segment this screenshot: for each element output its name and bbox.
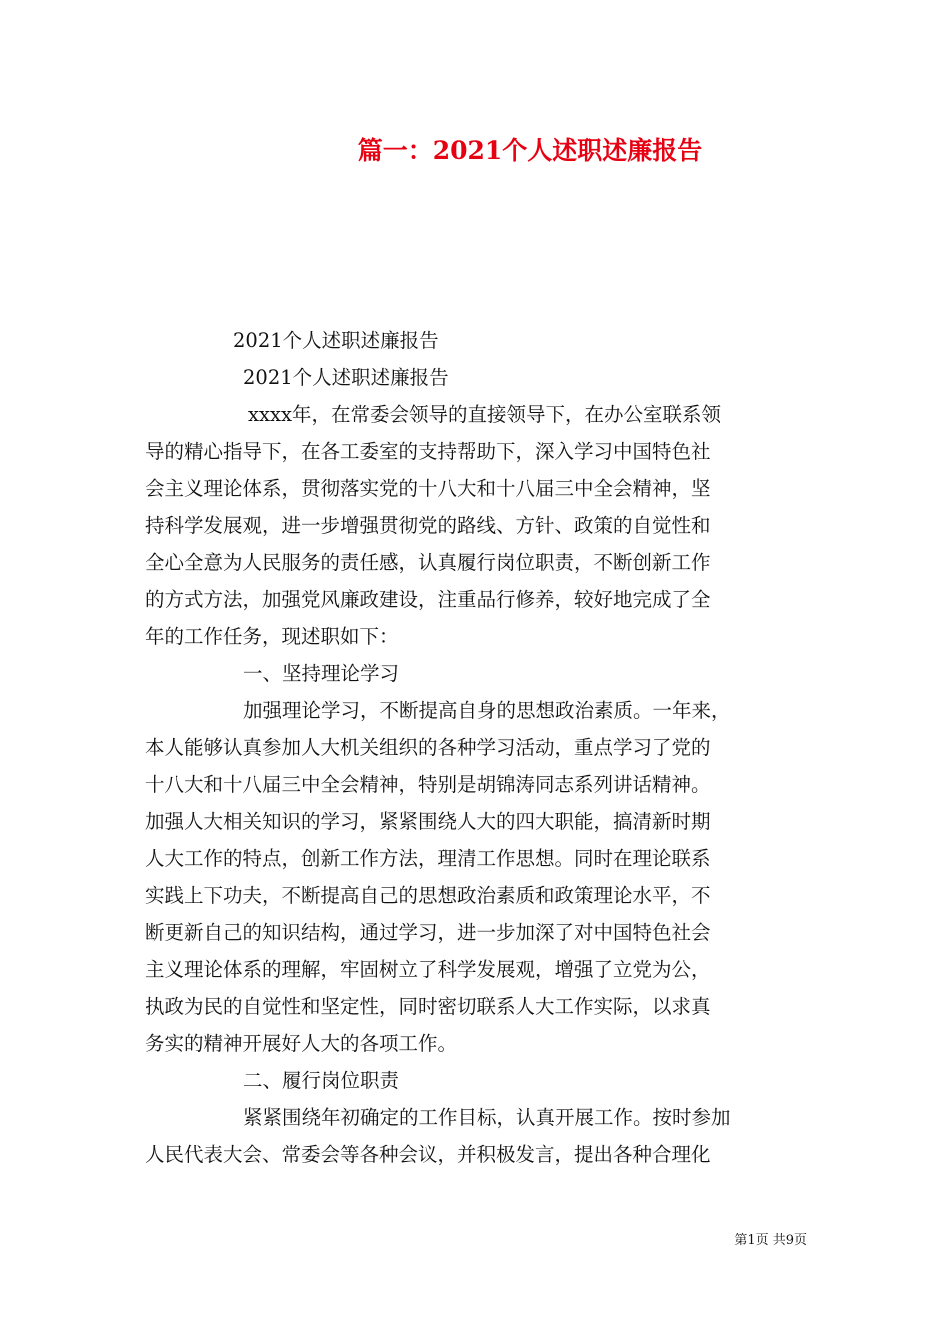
text-line: 年的工作任务，现述职如下： xyxy=(145,625,399,648)
text-line: xxxx年，在常委会领导的直接领导下，在办公室联系领 xyxy=(248,403,721,426)
text-line: 务实的精神开展好人大的各项工作。 xyxy=(145,1032,458,1055)
document-body xyxy=(145,322,810,1173)
page-footer: 第1页 共9页 xyxy=(734,1233,807,1248)
text-line: 2021个人述职述廉报告 xyxy=(243,366,449,389)
text-line: 一、坚持理论学习 xyxy=(243,662,400,685)
text-line: 本人能够认真参加人大机关组织的各种学习活动，重点学习了党的 xyxy=(145,736,711,759)
text-line: 加强理论学习，不断提高自身的思想政治素质。一年来， xyxy=(243,699,731,722)
text-line: 紧紧围绕年初确定的工作目标，认真开展工作。按时参加 xyxy=(243,1106,731,1129)
text-line: 会主义理论体系，贯彻落实党的十八大和十八届三中全会精神，坚 xyxy=(145,477,711,500)
text-line: 2021个人述职述廉报告 xyxy=(233,329,439,352)
text-line: 的方式方法，加强党风廉政建设，注重品行修养，较好地完成了全 xyxy=(145,588,711,611)
text-line: 导的精心指导下，在各工委室的支持帮助下，深入学习中国特色社 xyxy=(145,440,711,463)
text-line: 加强人大相关知识的学习，紧紧围绕人大的四大职能，搞清新时期 xyxy=(145,810,711,833)
text-line: 二、履行岗位职责 xyxy=(243,1069,400,1092)
text-line: 全心全意为人民服务的责任感，认真履行岗位职责，不断创新工作 xyxy=(145,551,711,574)
text-line: 十八大和十八届三中全会精神，特别是胡锦涛同志系列讲话精神。 xyxy=(145,773,711,796)
text-line: 人大工作的特点，创新工作方法，理清工作思想。同时在理论联系 xyxy=(145,847,711,870)
text-line: 断更新自己的知识结构，通过学习，进一步加深了对中国特色社会 xyxy=(145,921,711,944)
text-line: 人民代表大会、常委会等各种会议，并积极发言，提出各种合理化 xyxy=(145,1143,711,1166)
text-line: 持科学发展观，进一步增强贯彻党的路线、方针、政策的自觉性和 xyxy=(145,514,711,537)
text-line: 执政为民的自觉性和坚定性，同时密切联系人大工作实际，以求真 xyxy=(145,995,711,1018)
text-line: 主义理论体系的理解，牢固树立了科学发展观，增强了立党为公， xyxy=(145,958,711,981)
document-title: 篇一：2021个人述职述廉报告 xyxy=(357,136,703,165)
text-line: 实践上下功夫，不断提高自己的思想政治素质和政策理论水平，不 xyxy=(145,884,711,907)
